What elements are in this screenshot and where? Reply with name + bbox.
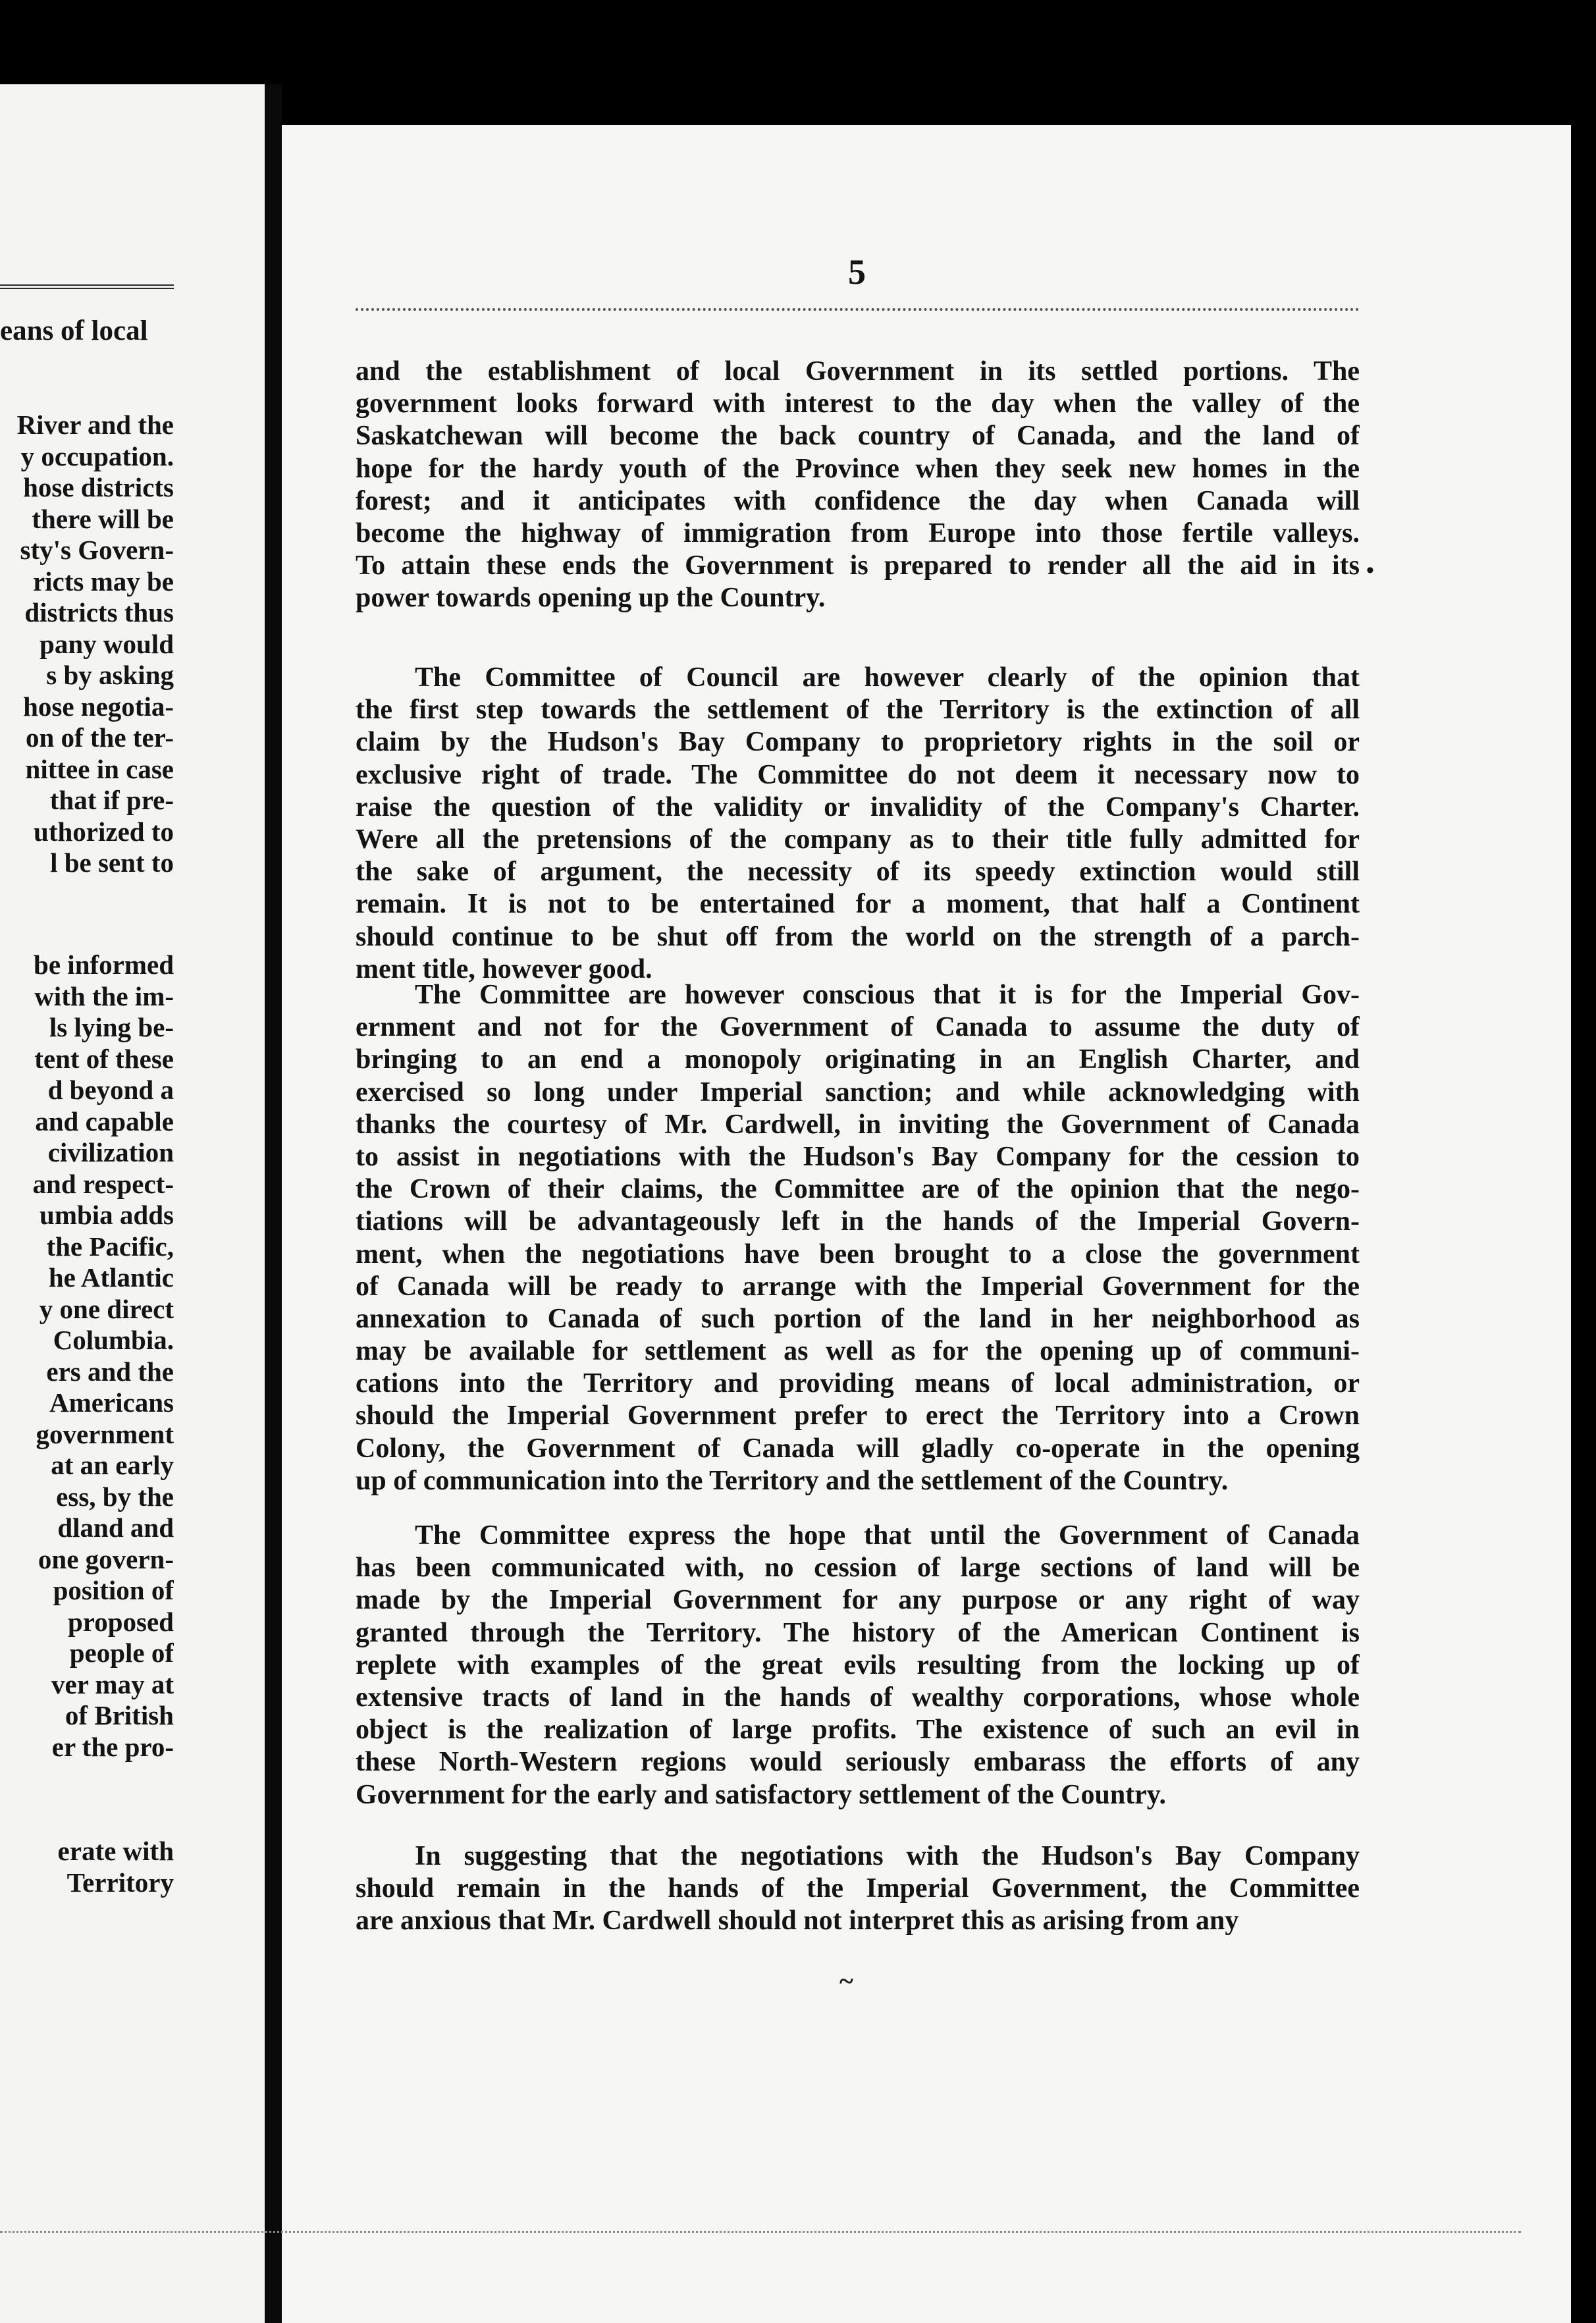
left-text-line: s by asking bbox=[46, 660, 174, 690]
text-line: of Canada will be ready to arrange with the Imperial Government for the bbox=[356, 1271, 1360, 1302]
left-text-line: government bbox=[36, 1418, 174, 1449]
text-line: has been communicated with, no cession of large sections of land will be bbox=[356, 1553, 1360, 1584]
paragraph-4 bbox=[356, 1520, 1360, 1811]
text-line: remain. It is not to be entertained for a moment, that half a Continent bbox=[356, 889, 1360, 920]
left-text-line: that if pre- bbox=[49, 785, 174, 815]
bottom-mark: ~ bbox=[839, 1966, 853, 1996]
left-text-line: of British bbox=[65, 1700, 174, 1730]
left-text-line: one govern- bbox=[38, 1543, 174, 1574]
left-text-line: erate with bbox=[57, 1836, 174, 1866]
left-text-line: he Atlantic bbox=[48, 1262, 174, 1293]
left-text-line: Territory bbox=[66, 1867, 174, 1898]
left-text-line: civilization bbox=[47, 1137, 174, 1167]
text-line: ment, when the negotiations have been brought to a close the government bbox=[356, 1239, 1360, 1269]
text-line: exercised so long under Imperial sanction; and while acknowledging with bbox=[356, 1077, 1360, 1108]
left-text-line: hose negotia- bbox=[23, 691, 174, 722]
text-line: to assist in negotiations with the Hudson's Bay Company for the cession to bbox=[356, 1141, 1360, 1172]
text-line: In suggesting that the negotiations with the Hudson's Bay Company bbox=[415, 1841, 1360, 1871]
text-line: replete with examples of the great evils resulting from the locking up of bbox=[356, 1649, 1360, 1680]
left-text-line: nittee in case bbox=[25, 753, 174, 784]
text-line: hope for the hardy youth of the Province when they seek new homes in the bbox=[356, 453, 1360, 484]
text-line: are anxious that Mr. Cardwell should not interpret this as arising from any bbox=[356, 1906, 1239, 1936]
left-text-line: position of bbox=[53, 1575, 174, 1605]
text-line: and the establishment of local Government in its settled portions. The bbox=[356, 356, 1360, 387]
left-text-line: there will be bbox=[32, 503, 174, 534]
text-line: To attain these ends the Government is prepared to render all the aid in its bbox=[356, 550, 1360, 581]
left-text-line: pany would bbox=[40, 628, 174, 659]
text-line: the first step towards the settlement of the Territory is the extinction of all bbox=[356, 695, 1360, 726]
left-page-rule bbox=[0, 284, 174, 289]
left-text-line: er the pro- bbox=[51, 1731, 174, 1762]
left-text-line: ls lying be- bbox=[49, 1012, 174, 1042]
text-line: up of communication into the Territory and the settlement of the Country. bbox=[356, 1465, 1229, 1496]
text-line: annexation to Canada of such portion of the land in her neighborhood as bbox=[356, 1303, 1360, 1334]
left-text-line: the Pacific, bbox=[46, 1231, 174, 1262]
text-line: claim by the Hudson's Bay Company to proprietory rights in the soil or bbox=[356, 727, 1360, 758]
text-line: Were all the pretensions of the company as to their title fully admitted for bbox=[356, 824, 1360, 855]
left-text-line: with the im- bbox=[34, 980, 174, 1011]
text-line: object is the realization of large profits. The existence of such an evil in bbox=[356, 1715, 1360, 1746]
paragraph-2 bbox=[356, 662, 1360, 986]
text-line: bringing to an end a monopoly originating in an English Charter, and bbox=[356, 1044, 1360, 1075]
left-column-block-3 bbox=[0, 1836, 174, 1898]
left-text-line: uthorized to bbox=[34, 816, 174, 847]
left-text-line: districts thus bbox=[24, 597, 174, 627]
paragraph-5 bbox=[356, 1840, 1360, 1938]
text-line: may be available for settlement as well as for the opening up of communi- bbox=[356, 1336, 1360, 1367]
left-text-line: y occupation. bbox=[20, 441, 174, 471]
text-line: ernment and not for the Government of Canada to assume the duty of bbox=[356, 1012, 1360, 1043]
text-line: exclusive right of trade. The Committee do not deem it necessary now to bbox=[356, 759, 1360, 790]
margin-mark: • bbox=[1366, 558, 1374, 583]
scan-border bbox=[0, 2231, 1521, 2233]
left-text-line: River and the bbox=[16, 410, 174, 440]
text-line: the sake of argument, the necessity of its speedy extinction would still bbox=[356, 857, 1360, 888]
left-text-line: at an early bbox=[51, 1450, 174, 1480]
left-text-line: be informed bbox=[34, 949, 174, 980]
left-text-line: on of the ter- bbox=[25, 722, 174, 753]
left-text-line: ricts may be bbox=[32, 566, 174, 597]
header-rule bbox=[356, 308, 1360, 311]
text-line: Saskatchewan will become the back country of Canada, and the land of bbox=[356, 421, 1360, 452]
text-line: these North-Western regions would seriously embarass the efforts of any bbox=[356, 1747, 1360, 1778]
text-line: become the highway of immigration from Europe into those fertile valleys. bbox=[356, 518, 1360, 548]
text-line: should remain in the hands of the Imperial Government, the Committee bbox=[356, 1873, 1360, 1904]
text-line: the Crown of their claims, the Committee are of the opinion that the nego- bbox=[356, 1174, 1360, 1205]
left-text-line: l be sent to bbox=[50, 847, 174, 878]
left-column-block-2 bbox=[0, 949, 174, 1763]
left-text-line: Columbia. bbox=[53, 1325, 174, 1355]
left-text-line: tent of these bbox=[34, 1043, 174, 1074]
text-line: government looks forward with interest to the day when the valley of the bbox=[356, 388, 1360, 419]
left-text-line: and respect- bbox=[32, 1168, 174, 1199]
text-line: granted through the Territory. The history of the American Continent is bbox=[356, 1617, 1360, 1648]
text-line: ment title, however good. bbox=[356, 953, 652, 984]
text-line: should continue to be shut off from the world on the strength of a parch- bbox=[356, 921, 1360, 952]
left-text-line: ers and the bbox=[46, 1356, 174, 1387]
text-line: thanks the courtesy of Mr. Cardwell, in inviting the Government of Canada bbox=[356, 1109, 1360, 1140]
left-text-line: y one direct bbox=[39, 1293, 174, 1324]
paragraph-1 bbox=[356, 356, 1360, 615]
text-line: should the Imperial Government prefer to erect the Territory into a Crown bbox=[356, 1401, 1360, 1431]
text-line: raise the question of the validity or invalidity of the Company's Charter. bbox=[356, 791, 1360, 822]
text-line: extensive tracts of land in the hands of wealthy corporations, whose whole bbox=[356, 1682, 1360, 1713]
text-line: The Committee of Council are however clearly of the opinion that bbox=[415, 662, 1360, 693]
left-text-line: dland and bbox=[57, 1512, 174, 1543]
left-text-line: Americans bbox=[49, 1387, 174, 1418]
left-text-line: umbia adds bbox=[40, 1200, 174, 1230]
left-text-line: ver may at bbox=[51, 1669, 174, 1699]
text-line: The Committee are however conscious that it is for the Imperial Gov- bbox=[415, 980, 1360, 1010]
text-line: made by the Imperial Government for any purpose or any right of way bbox=[356, 1585, 1360, 1616]
text-line: Colony, the Government of Canada will gladly co-operate in the opening bbox=[356, 1433, 1360, 1464]
left-text-line: proposed bbox=[67, 1606, 174, 1637]
text-line: power towards opening up the Country. bbox=[356, 583, 826, 614]
text-line: The Committee express the hope that until the Government of Canada bbox=[415, 1520, 1360, 1551]
left-text-line: people of bbox=[69, 1638, 174, 1668]
text-line: Government for the early and satisfactory settlement of the Country. bbox=[356, 1779, 1166, 1810]
left-text-line: sty's Govern- bbox=[20, 535, 174, 565]
left-text-line: hose districts bbox=[23, 472, 174, 502]
left-text-line: ess, by the bbox=[56, 1481, 174, 1512]
left-text-line: d beyond a bbox=[47, 1075, 174, 1105]
text-line: tiations will be advantageously left in the hands of the Imperial Govern- bbox=[356, 1206, 1360, 1237]
text-line: forest; and it anticipates with confidence the day when Canada will bbox=[356, 485, 1360, 516]
book-spine bbox=[265, 84, 282, 2323]
page-number: 5 bbox=[848, 252, 866, 292]
paragraph-3 bbox=[356, 979, 1360, 1497]
left-text-line: and capable bbox=[35, 1106, 174, 1136]
text-line: cations into the Territory and providing means of local administration, or bbox=[356, 1368, 1360, 1399]
left-page-header-fragment: eans of local bbox=[0, 315, 148, 346]
left-column-block-1 bbox=[0, 410, 174, 879]
